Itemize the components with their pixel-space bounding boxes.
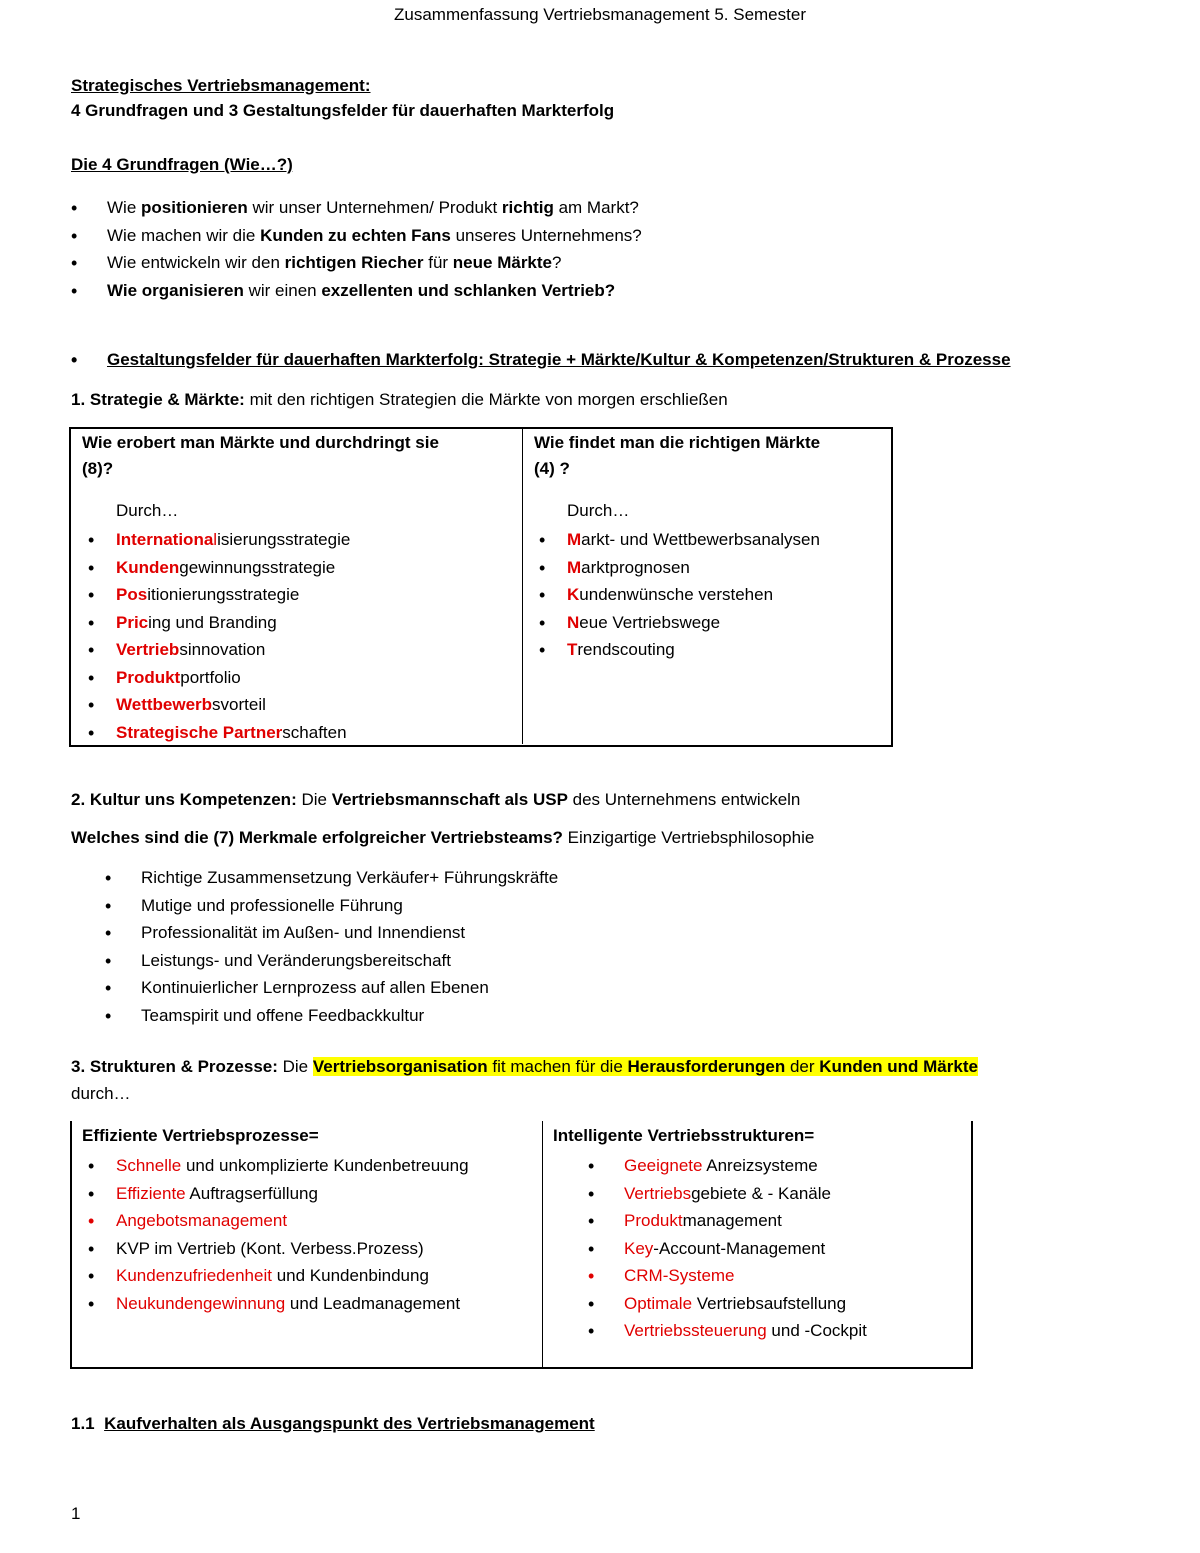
list-item: • Internationalisierungsstrategie xyxy=(88,528,350,556)
list-item: • Key-Account-Management xyxy=(588,1237,867,1265)
list-item: • Geeignete Anreizsysteme xyxy=(588,1154,867,1182)
list-item: • Produktportfolio xyxy=(88,666,350,694)
list-item: • KVP im Vertrieb (Kont. Verbess.Prozess) xyxy=(88,1237,469,1265)
prozesse-heading: Effiziente Vertriebsprozesse= xyxy=(82,1126,319,1145)
grundfragen-heading: Die 4 Grundfragen (Wie…?) xyxy=(71,155,293,174)
page-number: 1 xyxy=(71,1504,81,1523)
list-item: • Trendscouting xyxy=(539,638,820,666)
list-item: • Vertriebssteuerung und -Cockpit xyxy=(588,1319,867,1347)
table2-right-border xyxy=(971,1121,973,1369)
list-item: • Schnelle und unkomplizierte Kundenbetreuung xyxy=(88,1154,469,1182)
strategie-right-list xyxy=(539,528,820,666)
list-item: • Kundengewinnungsstrategie xyxy=(88,556,350,584)
strategie-heading: 1. Strategie & Märkte: mit den richtigen Strategien die Märkte von morgen erschließen xyxy=(71,390,728,409)
list-item: • Markt- und Wettbewerbsanalysen xyxy=(539,528,820,556)
grundfrage-item: • Wie positionieren wir unser Unternehmen/ Produkt richtig am Markt? xyxy=(71,196,642,224)
list-item: • Vertriebsinnovation xyxy=(88,638,350,666)
list-item: • Vertriebsgebiete & - Kanäle xyxy=(588,1182,867,1210)
strategie-right-heading: Wie findet man die richtigen Märkte xyxy=(534,433,821,452)
kultur-list xyxy=(105,866,558,1031)
list-item: • Professionalität im Außen- und Innendienst xyxy=(105,921,558,949)
list-item: • Mutige und professionelle Führung xyxy=(105,894,558,922)
list-item: • Neue Vertriebswege xyxy=(539,611,820,639)
strategie-right-durch: Durch… xyxy=(567,501,630,520)
gestaltungsfelder-list xyxy=(71,348,1011,376)
kultur-heading: 2. Kultur uns Kompetenzen: Die Vertriebsmannschaft als USP des Unternehmens entwickeln xyxy=(71,790,801,809)
strategie-right-heading2: (4) ? xyxy=(534,459,570,478)
table2-divider xyxy=(542,1121,543,1369)
prozesse-list xyxy=(88,1154,469,1319)
gestaltungsfelder-heading: • Gestaltungsfelder für dauerhaften Markterfolg: Strategie + Märkte/Kultur & Kompetenzen/Strukturen & Prozesse xyxy=(71,348,1011,376)
kultur-question: Welches sind die (7) Merkmale erfolgreicher Vertriebsteams? Einzigartige Vertriebsphilosophie xyxy=(71,828,815,847)
grundfragen-list xyxy=(71,196,642,306)
table-divider xyxy=(522,428,523,744)
list-item: • Produktmanagement xyxy=(588,1209,867,1237)
table2-bottom-border xyxy=(70,1367,973,1369)
grundfrage-item: • Wie organisieren wir einen exzellenten und schlanken Vertrieb? xyxy=(71,279,642,307)
section-title-strategic: Strategisches Vertriebsmanagement: xyxy=(71,76,371,95)
strukturen-right-list xyxy=(588,1154,867,1347)
list-item: • Kontinuierlicher Lernprozess auf allen Ebenen xyxy=(105,976,558,1004)
strategie-left-heading: Wie erobert man Märkte und durchdringt sie xyxy=(82,433,439,452)
grundfrage-item: • Wie entwickeln wir den richtigen Riecher für neue Märkte? xyxy=(71,251,642,279)
grundfrage-item: • Wie machen wir die Kunden zu echten Fans unseres Unternehmens? xyxy=(71,224,642,252)
page-title: Zusammenfassung Vertriebsmanagement 5. Semester xyxy=(394,5,806,24)
strategie-left-heading2: (8)? xyxy=(82,459,114,478)
list-item: • Optimale Vertriebsaufstellung xyxy=(588,1292,867,1320)
strukturen-heading: 3. Strukturen & Prozesse: Die Vertriebsorganisation fit machen für die Herausforderungen der Kunden und Märkte xyxy=(71,1057,978,1076)
strategie-left-list xyxy=(88,528,350,748)
strukturen-heading-line2: durch… xyxy=(71,1084,131,1103)
list-item: • Marktprognosen xyxy=(539,556,820,584)
section-11-heading: 1.1 Kaufverhalten als Ausgangspunkt des Vertriebsmanagement xyxy=(71,1414,595,1433)
list-item: • Strategische Partnerschaften xyxy=(88,721,350,749)
list-item: • Positionierungsstrategie xyxy=(88,583,350,611)
list-item: • Pricing und Branding xyxy=(88,611,350,639)
list-item: • Teamspirit und offene Feedbackkultur xyxy=(105,1004,558,1032)
strategie-left-durch: Durch… xyxy=(116,501,179,520)
list-item: • Kundenwünsche verstehen xyxy=(539,583,820,611)
list-item: • Kundenzufriedenheit und Kundenbindung xyxy=(88,1264,469,1292)
list-item: • CRM-Systeme xyxy=(588,1264,867,1292)
list-item: • Effiziente Auftragserfüllung xyxy=(88,1182,469,1210)
list-item: • Angebotsmanagement xyxy=(88,1209,469,1237)
table2-left-border xyxy=(70,1121,72,1369)
list-item: • Leistungs- und Veränderungsbereitschaft xyxy=(105,949,558,977)
section-subtitle-strategic: 4 Grundfragen und 3 Gestaltungsfelder für dauerhaften Markterfolg xyxy=(71,101,615,120)
list-item: • Wettbewerbsvorteil xyxy=(88,693,350,721)
strukturen-right-heading: Intelligente Vertriebsstrukturen= xyxy=(553,1126,815,1145)
list-item: • Neukundengewinnung und Leadmanagement xyxy=(88,1292,469,1320)
list-item: • Richtige Zusammensetzung Verkäufer+ Führungskräfte xyxy=(105,866,558,894)
